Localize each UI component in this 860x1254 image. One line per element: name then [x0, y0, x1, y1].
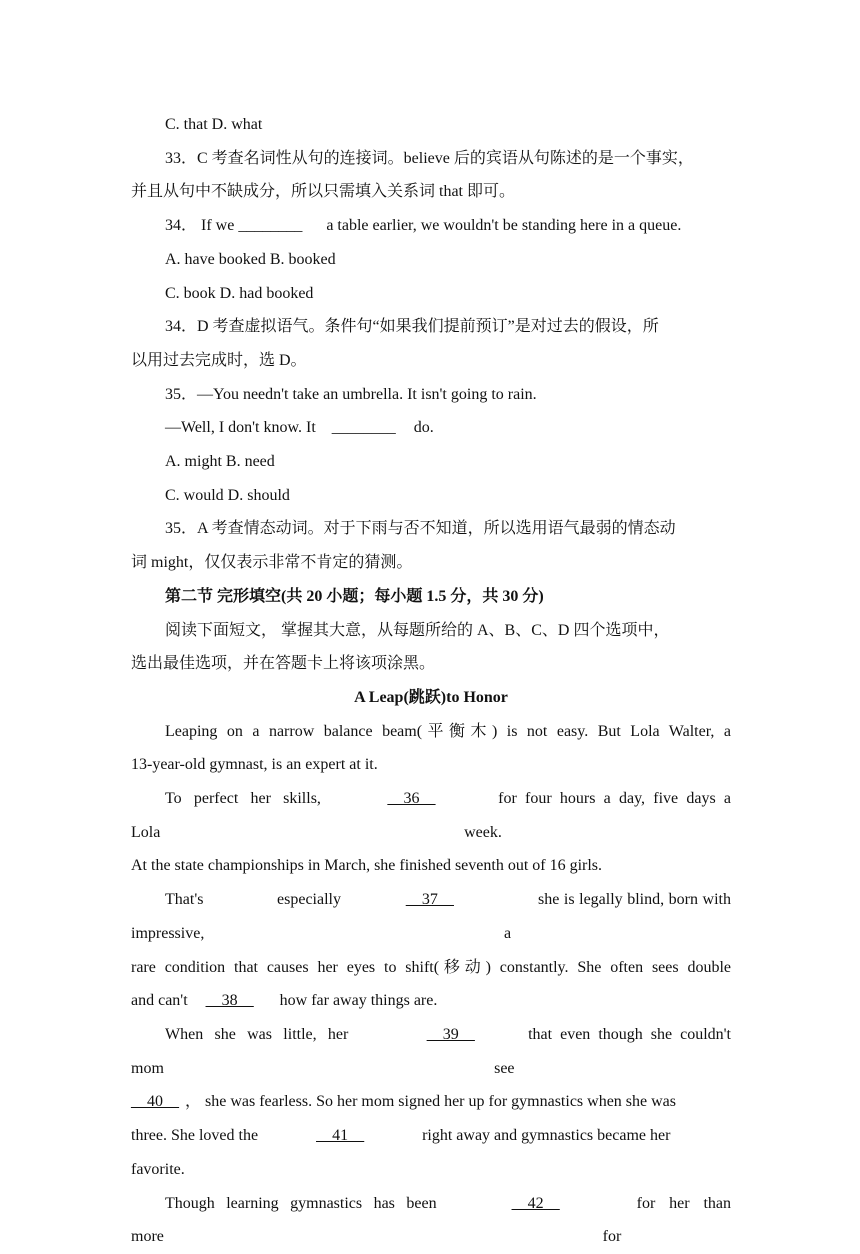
text: Though learning gymnastics has been more — [131, 1194, 437, 1246]
passage-paragraph-3 — [131, 883, 731, 950]
passage-paragraph-4-cont3: favorite. — [131, 1160, 185, 1178]
text: how far away things are. — [279, 992, 438, 1010]
text: When she was little, her mom — [131, 1025, 349, 1077]
text: for her than for — [602, 1194, 731, 1246]
text: she is legally blind, born with a — [504, 891, 731, 942]
instructions-cont: 选出最佳选项，并在答题卡上将该项涂黑。 — [131, 655, 436, 673]
question-35: 35．—You needn't take an umbrella. It isn't going to rain. — [165, 385, 537, 403]
question-35-reply — [131, 411, 731, 445]
option-line: C. book D. had booked — [165, 284, 314, 302]
passage-paragraph-3-cont2 — [131, 984, 731, 1018]
passage-paragraph-4-cont2 — [131, 1119, 731, 1153]
text: that even though she couldn't see — [494, 1025, 731, 1077]
blank-36: __36__ — [387, 790, 436, 808]
reply-end: do. — [413, 419, 434, 437]
passage-paragraph-1-cont: 13-year-old gymnast, is an expert at it. — [131, 756, 378, 774]
reply-blank: ________ — [331, 419, 396, 437]
passage-paragraph-3-cont: rare condition that causes her eyes to shift(移动) constantly. She often sees double — [131, 958, 731, 976]
option-line: C. that D. what — [165, 116, 263, 133]
text: 33．C 考查名词性从句的连接词。believe 后的宾语从句陈述的是一个事实， — [165, 149, 694, 167]
reply-start: —Well, I don't know. It — [165, 419, 316, 437]
option-line: A. might B. need — [165, 453, 275, 471]
blank-41: __41__ — [316, 1127, 365, 1145]
answer-explanation-34-cont: 以用过去完成时，选 D。 — [131, 351, 307, 369]
instructions: 阅读下面短文， 掌握其大意，从每题所给的 A、B、C、D 四个选项中， — [165, 621, 670, 639]
answer-explanation-34: 34．D 考查虚拟语气。条件句“如果我们提前预订”是对过去的假设，所 — [165, 318, 659, 336]
passage-paragraph-1: Leaping on a narrow balance beam(平衡木) is not easy. But Lola Walter, a — [165, 722, 731, 740]
option-line: A. have booked B. booked — [165, 250, 336, 268]
text: That's especially impressive, — [131, 891, 341, 942]
passage-paragraph-2-cont: At the state championships in March, she finished seventh out of 16 girls. — [131, 857, 603, 875]
text: ， she was fearless. So her mom signed her up for gymnastics when she was — [185, 1093, 677, 1111]
blank-40: __40__ — [131, 1093, 179, 1111]
text: for four hours a day, five days a week. — [464, 790, 731, 841]
passage-paragraph-4 — [131, 1018, 731, 1085]
text: right away and gymnastics became her — [422, 1127, 671, 1145]
answer-explanation-35: 35．A 考查情态动词。对于下雨与否不知道，所以选用语气最弱的情态动 — [165, 520, 676, 538]
blank-42: __42__ — [511, 1194, 560, 1212]
blank-38: __38__ — [205, 992, 254, 1010]
section-heading: 第二节 完形填空(共 20 小题；每小题 1.5 分，共 30 分) — [165, 587, 544, 605]
text: three. She loved the — [131, 1127, 259, 1145]
answer-explanation-33 — [131, 142, 731, 176]
option-line: C. would D. should — [165, 486, 290, 504]
passage-paragraph-5 — [131, 1187, 731, 1254]
blank-39: __39__ — [426, 1025, 475, 1043]
passage-paragraph-2 — [131, 782, 731, 849]
passage-title: A Leap(跳跃)to Honor — [354, 688, 508, 706]
blank-37: __37__ — [405, 891, 454, 909]
text: and can't — [131, 992, 188, 1010]
answer-explanation-35-cont: 词 might，仅仅表示非常不肯定的猜测。 — [131, 554, 413, 572]
question-34-start: 34． If we ________ — [165, 217, 303, 235]
passage-paragraph-4-cont — [131, 1085, 731, 1119]
question-34-end: a table earlier, we wouldn't be standing here in a queue. — [326, 217, 682, 235]
text: To perfect her skills, Lola — [131, 790, 321, 841]
answer-explanation-33-cont: 并且从句中不缺成分，所以只需填入关系词 that 即可。 — [131, 183, 515, 201]
question-34 — [131, 209, 731, 243]
